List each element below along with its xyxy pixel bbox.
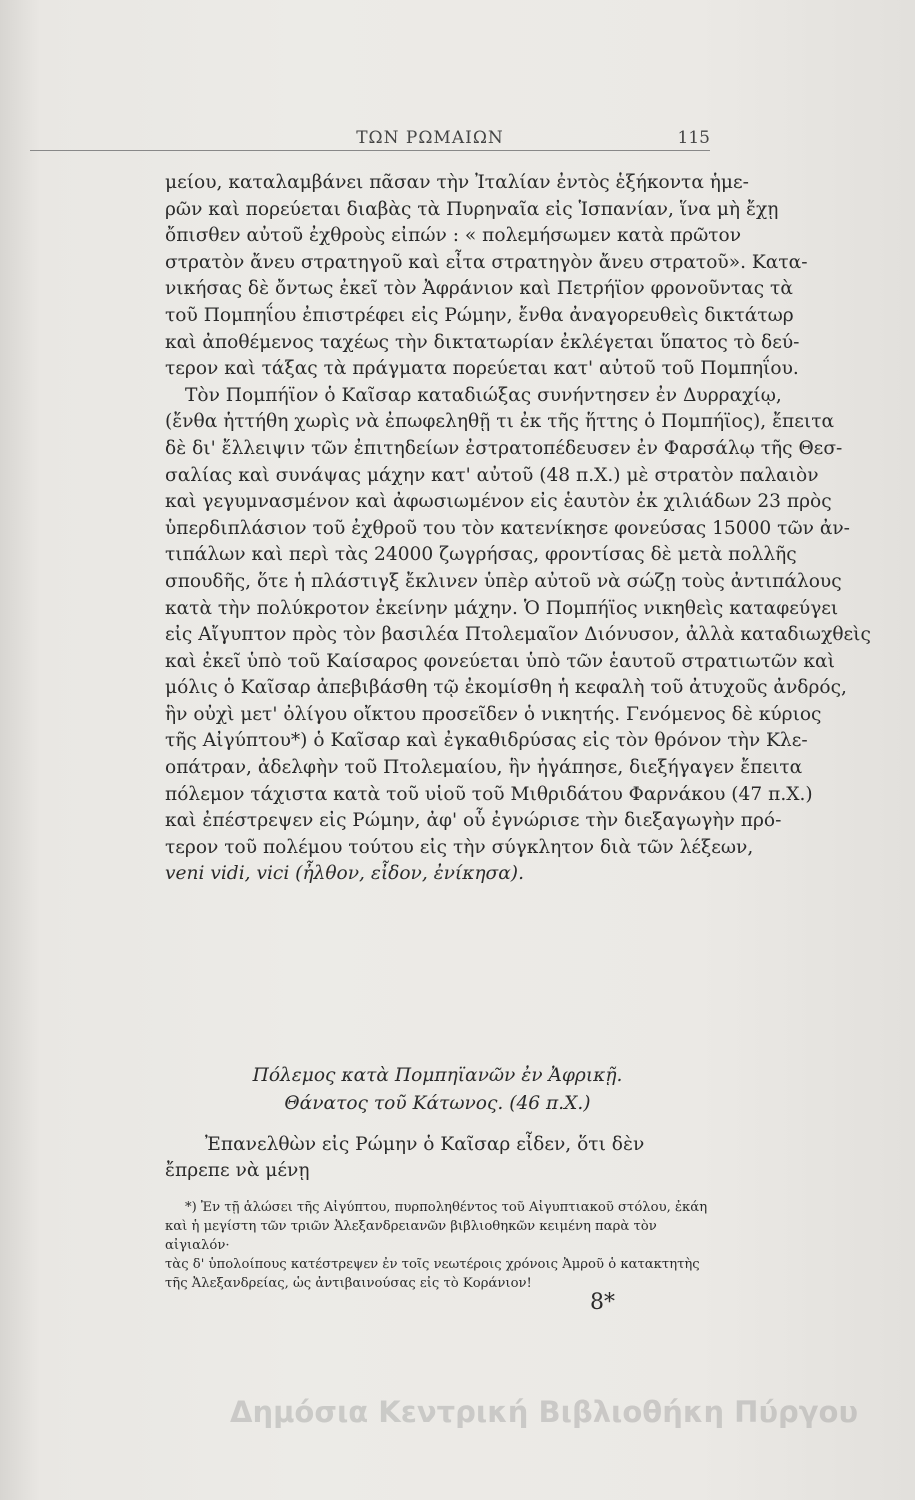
library-watermark: Δημόσια Κεντρική Βιβλιοθήκη Πύργου (230, 1395, 859, 1429)
page-header (150, 128, 710, 158)
main-text (165, 170, 871, 888)
footnote (165, 1198, 710, 1293)
footnote-line: τῆς Ἀλεξανδρείας, ὡς ἀντιβαινούσας εἰς τὸ Κοράνιον! (165, 1276, 532, 1291)
text-line: εἰς Αἴγυπτον πρὸς τὸν βασιλέα Πτολεμαῖον Διόνυσον, ἀλλὰ καταδιωχθεὶς (165, 624, 871, 646)
text-line: καὶ ἀποθέμενος ταχέως τὴν δικτατωρίαν ἐκλέγεται ὕπατος τὸ δεύ- (165, 331, 800, 353)
section-heading (165, 1062, 710, 1118)
section-first-line: Ἐπανελθὼν εἰς Ρώμην ὁ Καῖσαρ εἶδεν, ὅτι δὲν ἔπρεπε νὰ μένῃ (165, 1134, 645, 1181)
running-title: ΤΩΝ ΡΩΜΑΙΩΝ (356, 128, 504, 148)
footnote-line: καὶ ἡ μεγίστη τῶν τριῶν Ἀλεξανδρειανῶν βιβλιοθηκῶν κειμένη παρὰ τὸν αἰγιαλόν· (165, 1219, 657, 1253)
section-heading-line: Θάνατος τοῦ Κάτωνος. (46 π.Χ.) (284, 1093, 591, 1114)
text-line: ρῶν καὶ πορεύεται διαβὰς τὰ Πυρηναῖα εἰς Ἱσπανίαν, ἵνα μὴ ἔχῃ (165, 198, 779, 220)
text-line: δὲ δι' ἔλλειψιν τῶν ἐπιτηδείων ἐστρατοπέδευσεν ἐν Φαρσάλῳ τῆς Θεσ- (165, 437, 843, 459)
text-line: οπάτραν, ἀδελφὴν τοῦ Πτολεμαίου, ἣν ἠγάπησε, διεξήγαγεν ἔπειτα (165, 757, 803, 779)
text-line: κατὰ τὴν πολύκροτον ἐκείνην μάχην. Ὁ Πομπήϊος νικηθεὶς καταφεύγει (165, 597, 839, 619)
text-line: σπουδῆς, ὅτε ἡ πλάστιγξ ἔκλινεν ὑπὲρ αὐτοῦ νὰ σώζῃ τοὺς ἀντιπάλους (165, 570, 842, 592)
text-line: νικήσας δὲ ὄντως ἐκεῖ τὸν Ἀφράνιον καὶ Πετρήϊον φρονοῦντας τὰ (165, 278, 793, 300)
text-line: (ἔνθα ἡττήθη χωρὶς νὰ ἐπωφεληθῇ τι ἐκ τῆς ἥττης ὁ Πομπήϊος), ἔπειτα (165, 411, 835, 433)
text-line: καὶ γεγυμνασμένον καὶ ἀφωσιωμένον εἰς ἑαυτὸν ἐκ χιλιάδων 23 πρὸς (165, 491, 832, 513)
footnote-line: τὰς δ' ὑπολοίπους κατέστρεψεν ἐν τοῖς νεωτέροις χρόνοις Ἀμροῦ ὁ κατακτητὴς (165, 1257, 700, 1272)
section-heading-line: Πόλεμος κατὰ Πομπηϊανῶν ἐν Ἀφρικῇ. (252, 1065, 623, 1086)
text-line: καὶ ἐκεῖ ὑπὸ τοῦ Καίσαρος φονεύεται ὑπὸ τῶν ἑαυτοῦ στρατιωτῶν καὶ (165, 650, 835, 672)
text-line: πόλεμον τάχιστα κατὰ τοῦ υἱοῦ τοῦ Μιθριδάτου Φαρνάκου (47 π.Χ.) (165, 783, 813, 805)
footnote-line: *) Ἐν τῇ ἁλώσει τῆς Αἰγύπτου, πυρποληθέντος τοῦ Αἰγυπτιακοῦ στόλου, ἐκάη (185, 1200, 708, 1215)
text-line: τιπάλων καὶ περὶ τὰς 24000 ζωγρήσας, φροντίσας δὲ μετὰ πολλῆς (165, 544, 797, 566)
text-line: veni vidi, vici (ἦλθον, εἶδον, ἐνίκησα). (165, 863, 524, 885)
text-line: τοῦ Πομπηΐου ἐπιστρέφει εἰς Ρώμην, ἔνθα ἀναγορευθεὶς δικτάτωρ (165, 304, 794, 326)
text-line: ἣν οὐχὶ μετ' ὀλίγου οἴκτου προσεῖδεν ὁ νικητής. Γενόμενος δὲ κύριος (165, 703, 822, 725)
header-rule (30, 150, 710, 151)
text-line: ὑπερδιπλάσιον τοῦ ἐχθροῦ του τὸν κατενίκησε φονεύσας 15000 τῶν ἀν- (165, 517, 850, 539)
text-line: στρατὸν ἄνευ στρατηγοῦ καὶ εἶτα στρατηγὸν ἄνευ στρατοῦ». Κατα- (165, 251, 808, 273)
text-line: Τὸν Πομπήϊον ὁ Καῖσαρ καταδιώξας συνήντησεν ἐν Δυρραχίῳ, (185, 384, 782, 406)
text-line: τερον καὶ τάξας τὰ πράγματα πορεύεται κατ' αὐτοῦ τοῦ Πομπηΐου. (165, 358, 799, 380)
page-number: 115 (677, 128, 710, 148)
text-line: καὶ ἐπέστρεψεν εἰς Ρώμην, ἀφ' οὗ ἐγνώρισε τὴν διεξαγωγὴν πρό- (165, 810, 782, 832)
text-line: σαλίας καὶ συνάψας μάχην κατ' αὐτοῦ (48 π.Χ.) μὲ στρατὸν παλαιὸν (165, 464, 819, 486)
text-line: τῆς Αἰγύπτου*) ὁ Καῖσαρ καὶ ἐγκαθιδρύσας εἰς τὸν θρόνον τὴν Κλε- (165, 730, 808, 752)
text-line: μείου, καταλαμβάνει πᾶσαν τὴν Ἰταλίαν ἐντὸς ἑξήκοντα ἡμε- (165, 172, 749, 193)
signature-mark: 8* (590, 1290, 615, 1315)
text-line: μόλις ὁ Καῖσαρ ἀπεβιβάσθη τῷ ἐκομίσθη ἡ κεφαλὴ τοῦ ἀτυχοῦς ἀνδρός, (165, 677, 847, 699)
text-line: τερον τοῦ πολέμου τούτου εἰς τὴν σύγκλητον διὰ τῶν λέξεων, (165, 836, 754, 858)
text-line: ὄπισθεν αὐτοῦ ἐχθροὺς εἰπών : « πολεμήσωμεν κατὰ πρῶτον (165, 225, 742, 247)
